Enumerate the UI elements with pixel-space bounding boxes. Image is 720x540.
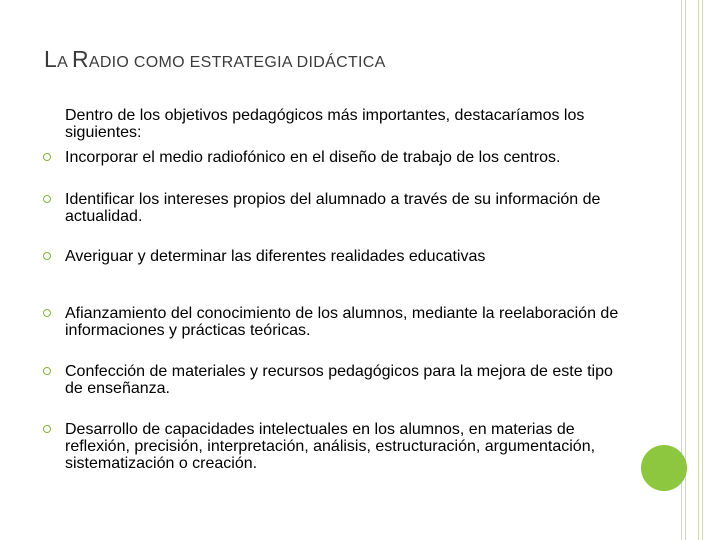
right-border-line [698, 0, 699, 540]
bullet-icon [43, 309, 51, 317]
bullet-icon [43, 367, 51, 375]
bullet-text: Averiguar y determinar las diferentes realidades educativas [65, 248, 486, 265]
list-item [65, 305, 625, 339]
title-second-letter: R [71, 46, 89, 72]
intro-text: Dentro de los objetivos pedagógicos más importantes, destacaríamos los siguientes: [65, 107, 585, 141]
bullet-text: Afianzamiento del conocimiento de los alumnos, mediante la reelaboración de informaciones y prácticas teóricas. [65, 305, 619, 339]
bullet-icon [43, 153, 51, 161]
bullet-text: Desarrollo de capacidades intelectuales en los alumnos, en materias de reflexión, precisión, interpretación, análisis, estructuración, argumentación, sistematización o creación. [65, 421, 596, 472]
title-first-letter: L [44, 46, 58, 72]
bullet-icon [43, 252, 51, 260]
list-item [65, 363, 625, 397]
title-rest: ADIO COMO ESTRATEGIA DIDÁCTICA [88, 54, 386, 71]
bullet-text: Identificar los intereses propios del alumnado a través de su información de actualidad. [65, 191, 601, 225]
bullet-text: Incorporar el medio radiofónico en el diseño de trabajo de los centros. [65, 149, 561, 166]
title-part-a: A [57, 54, 72, 71]
bullet-text: Confección de materiales y recursos pedagógicos para la mejora de este tipo de enseñanza. [65, 363, 613, 397]
list-item [65, 248, 625, 265]
bullet-icon [43, 425, 51, 433]
right-border-line [702, 0, 703, 540]
list-item [65, 421, 625, 472]
list-item [65, 149, 625, 166]
slide-title [44, 46, 386, 73]
bullet-icon [43, 195, 51, 203]
list-item [65, 191, 625, 225]
green-circle-decoration [641, 445, 687, 491]
